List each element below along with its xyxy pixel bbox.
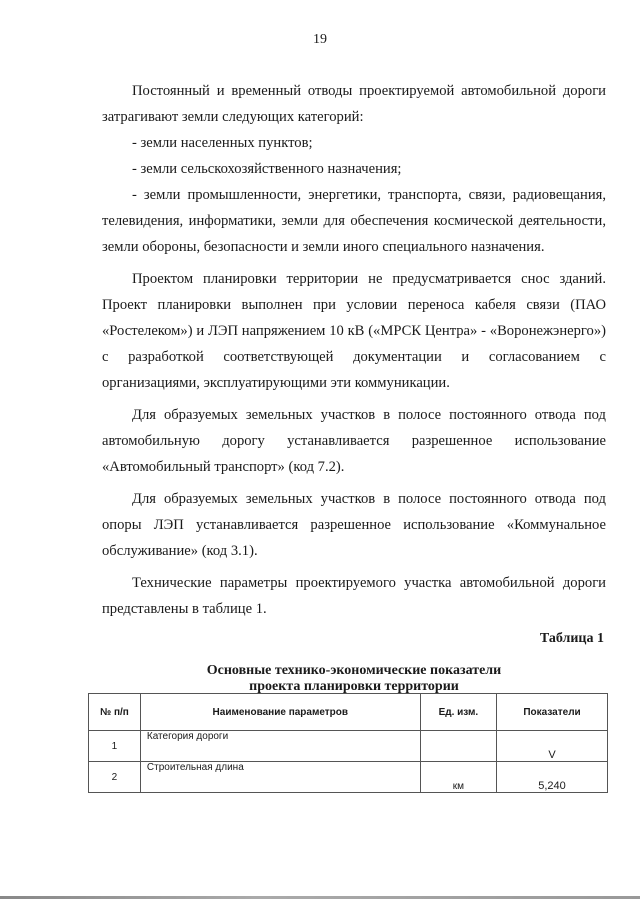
list-item-industrial: - земли промышленности, энергетики, транспорта, связи, радиовещания, телевидения, информатики, земли для обеспечения космической деятельности, земли обороны, безопасности и земли иного специального назначения. <box>102 187 606 255</box>
row-unit <box>420 731 496 762</box>
row-value: 5,240 <box>497 762 608 793</box>
table-caption: Таблица 1 <box>539 631 604 646</box>
row-number: 2 <box>89 762 141 793</box>
row-number: 1 <box>89 731 141 762</box>
paragraph-road-land-use: Для образуемых земельных участков в полосе постоянного отвода под автомобильную дорогу устанавливается разрешенное использование «Автомобильный транспорт» (код 7.2). <box>102 407 606 475</box>
body-text <box>102 78 606 622</box>
table-title-line-1: Основные технико-экономические показатели <box>206 663 502 678</box>
table-title-line-2: проекта планировки территории <box>249 679 459 694</box>
header-value: Показатели <box>497 694 608 731</box>
row-unit: км <box>420 762 496 793</box>
header-parameter-name: Наименование параметров <box>140 694 420 731</box>
row-value: V <box>497 731 608 762</box>
page-number: 19 <box>313 32 327 47</box>
paragraph-land-categories-intro: Постоянный и временный отводы проектируемой автомобильной дороги затрагивают земли следующих категорий: <box>102 83 606 125</box>
row-parameter-name: Строительная длина <box>140 762 420 793</box>
scan-edge-line <box>0 896 640 899</box>
table-row <box>89 762 608 793</box>
paragraph-power-line-land-use: Для образуемых земельных участков в полосе постоянного отвода под опоры ЛЭП устанавливается разрешенное использование «Коммунальное обслуживание» (код 3.1). <box>102 491 606 559</box>
table-row <box>89 731 608 762</box>
list-item-agricultural: - земли сельскохозяйственного назначения; <box>132 161 402 177</box>
paragraph-demolition: Проектом планировки территории не предусматривается снос зданий. Проект планировки выполнен при условии переноса кабеля связи (ПАО «Ростелеком») и ЛЭП напряжением 10 кВ («МРСК Центра» - «Воронежэнерго») с разработкой соответствующей документации и согласованием с организациями, эксплуатирующими эти коммуникации. <box>102 271 606 391</box>
list-item-settlements: - земли населенных пунктов; <box>132 135 313 151</box>
table-title <box>102 663 606 695</box>
paragraph-table-reference: Технические параметры проектируемого участка автомобильной дороги представлены в таблице 1. <box>102 575 606 617</box>
row-parameter-name: Категория дороги <box>140 731 420 762</box>
parameters-table <box>88 693 608 793</box>
table-header-row <box>89 694 608 731</box>
header-number: № п/п <box>89 694 141 731</box>
header-unit: Ед. изм. <box>420 694 496 731</box>
